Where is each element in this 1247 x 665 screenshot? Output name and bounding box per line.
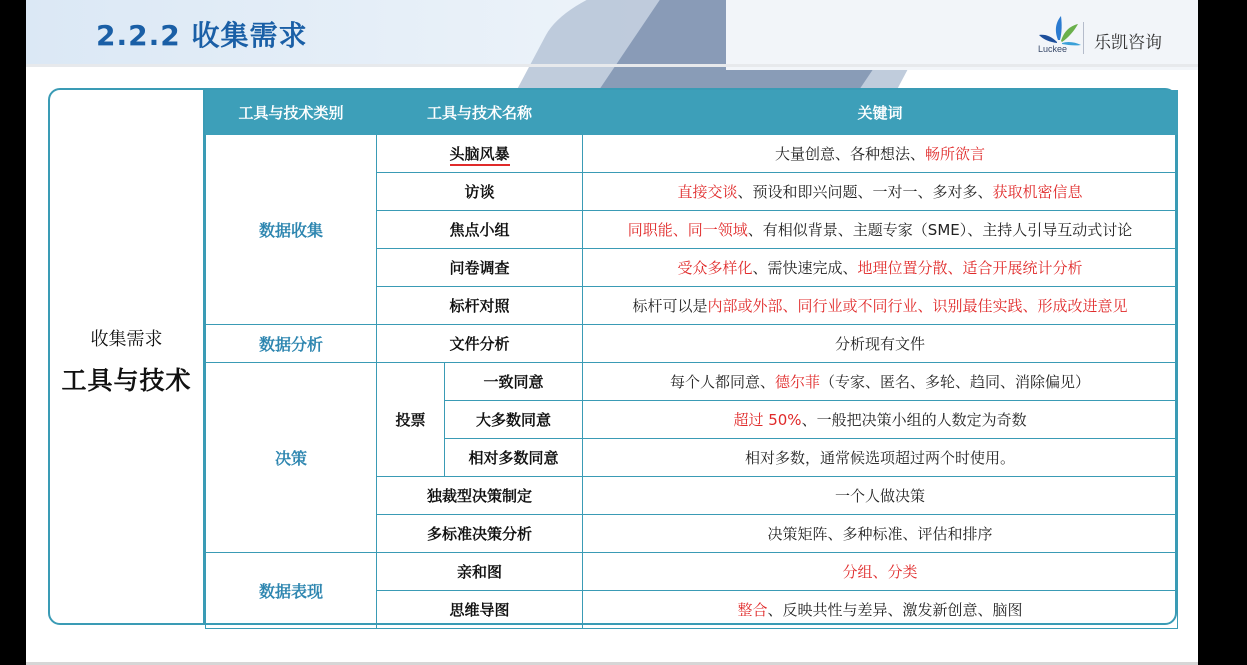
brand-name: 乐凯咨询 — [1094, 33, 1162, 52]
keyword-text: 决策矩阵、多种标准、评估和排序 — [767, 525, 993, 543]
keyword-text: 、预设和即兴问题、一对一、多对多、 — [737, 183, 993, 201]
tools-table — [205, 90, 1178, 629]
keywords-cell — [583, 477, 1178, 515]
tool-name: 相对多数同意 — [445, 439, 583, 477]
tool-name: 亲和图 — [377, 553, 583, 591]
tool-name: 一致同意 — [445, 363, 583, 401]
slide — [26, 0, 1198, 665]
table-header-row — [206, 91, 1178, 135]
category-data-analysis: 数据分析 — [206, 325, 377, 363]
keyword-highlight: 整合 — [737, 601, 768, 619]
table-row — [206, 553, 1178, 591]
tool-name: 思维导图 — [377, 591, 583, 629]
table-row — [206, 363, 1178, 401]
keyword-highlight: 直接交谈 — [677, 183, 738, 201]
keyword-text: 每个人都同意、 — [669, 373, 775, 391]
keywords-cell — [583, 287, 1178, 325]
header-category: 工具与技术类别 — [206, 91, 377, 135]
keywords-cell — [583, 363, 1178, 401]
left-subtitle: 收集需求 — [90, 328, 163, 350]
keywords-cell — [583, 211, 1178, 249]
tool-name-underlined: 头脑风暴 — [450, 145, 510, 166]
content-frame — [48, 88, 1177, 625]
tool-name: 问卷调查 — [377, 249, 583, 287]
keywords-cell — [583, 249, 1178, 287]
keyword-highlight: 超过 50% — [733, 411, 802, 429]
keyword-text: 、反映共性与差异、激发新创意、脑图 — [767, 601, 1023, 619]
table-row — [206, 135, 1178, 173]
vote-group-label: 投票 — [377, 363, 445, 477]
category-decision: 决策 — [206, 363, 377, 553]
keyword-text: 大量创意、各种想法、 — [775, 145, 926, 163]
keywords-cell — [583, 401, 1178, 439]
keyword-highlight: 内部或外部、同行业或不同行业、识别最佳实践、形成改进意见 — [707, 297, 1128, 315]
tool-name: 访谈 — [377, 173, 583, 211]
tool-name: 文件分析 — [377, 325, 583, 363]
header-keywords: 关键词 — [583, 91, 1178, 135]
keyword-text: 、有相似背景、主题专家（SME）、主持人引导互动式讨论 — [747, 221, 1133, 239]
keyword-text: 相对多数，通常候选项超过两个时使用。 — [745, 449, 1016, 467]
keyword-text: 分析现有文件 — [835, 335, 926, 353]
keywords-cell — [583, 553, 1178, 591]
tool-name: 焦点小组 — [377, 211, 583, 249]
page-title: 2.2.2 收集需求 — [96, 19, 308, 52]
keywords-cell — [583, 439, 1178, 477]
logo-divider — [1083, 22, 1084, 54]
keyword-text: 一个人做决策 — [835, 487, 926, 505]
keyword-highlight: 获取机密信息 — [992, 183, 1083, 201]
keywords-cell — [583, 135, 1178, 173]
keyword-highlight: 德尔菲 — [775, 373, 821, 391]
tool-name: 大多数同意 — [445, 401, 583, 439]
keyword-text: 、一般把决策小组的人数定为奇数 — [801, 411, 1027, 429]
table-row — [206, 325, 1178, 363]
keywords-cell — [583, 173, 1178, 211]
header-name: 工具与技术名称 — [377, 91, 583, 135]
keyword-text: 标杆可以是 — [632, 297, 708, 315]
keyword-text: （专家、匿名、多轮、趋同、消除偏见） — [820, 373, 1091, 391]
tool-name: 标杆对照 — [377, 287, 583, 325]
keyword-highlight: 受众多样化 — [677, 259, 753, 277]
keyword-highlight: 分组、分类 — [842, 563, 918, 581]
logo-wordmark: Luckee — [1038, 44, 1068, 54]
left-main-title: 工具与技术 — [61, 365, 192, 395]
keyword-highlight: 同职能、同一领域 — [627, 221, 748, 239]
tool-name: 多标准决策分析 — [377, 515, 583, 553]
keywords-cell — [583, 591, 1178, 629]
keywords-cell — [583, 515, 1178, 553]
keywords-cell — [583, 325, 1178, 363]
category-data-collection: 数据收集 — [206, 135, 377, 325]
left-panel — [50, 90, 203, 623]
tool-name: 独裁型决策制定 — [377, 477, 583, 515]
tool-name — [377, 135, 583, 173]
keyword-text: 、需快速完成、 — [752, 259, 858, 277]
category-data-presentation: 数据表现 — [206, 553, 377, 629]
header-bottom-band — [26, 64, 1198, 67]
keyword-highlight: 地理位置分散、适合开展统计分析 — [857, 259, 1083, 277]
keyword-highlight: 畅所欲言 — [925, 145, 986, 163]
